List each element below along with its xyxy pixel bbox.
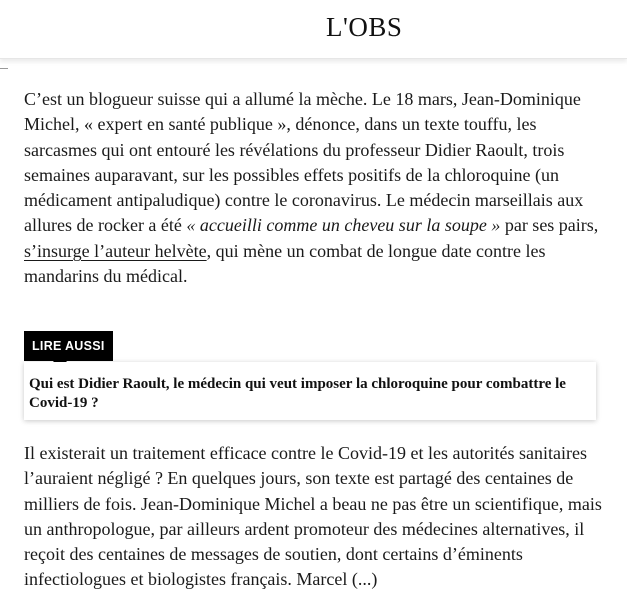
- paragraph-text: par ses pairs,: [500, 215, 599, 236]
- related-article-title[interactable]: Qui est Didier Raoult, le médecin qui veut imposer la chloroquine pour combattre le Covid-19 ?: [29, 376, 566, 411]
- site-logo[interactable]: L'OBS: [326, 12, 403, 42]
- article-paragraph-2: [24, 441, 604, 593]
- lire-aussi-badge: LIRE AUSSI: [24, 331, 113, 361]
- edge-marker: [0, 68, 8, 69]
- inline-link-source[interactable]: s’insurge l’auteur helvète: [24, 240, 207, 261]
- paragraph-text: Il existerait un traitement efficace contre le Covid-19 et les autorités sanitaires l’auraient négligé ? En quelques jours, son texte est partagé des centaines de milliers de fois. Jean-Dominique Michel a beau ne pas être un scientifique, mais un anthropologue, par ailleurs ardent promoteur des médecines alternatives, il reçoit des centaines de messages de soutien, dont certains d’éminents infectiologues et biologistes français. Marcel (...): [24, 443, 602, 590]
- paragraph-text: , qui mène un combat de longue date contre les mandarins du médical.: [24, 240, 546, 287]
- related-article-card[interactable]: [24, 362, 596, 420]
- quote-text: « accueilli comme un cheveu sur la soupe »: [186, 215, 501, 236]
- site-header: [0, 0, 627, 59]
- paragraph-text: C’est un blogueur suisse qui a allumé la mèche. Le 18 mars, Jean-Dominique Michel, « expert en santé publique », dénonce, dans un texte touffu, les sarcasmes qui ont entouré les révélations du professeur Didier Raoult, trois semaines auparavant, sur les possibles effets positifs de la chloroquine (un médicament antipaludique) contre le coronavirus. Le médecin marseillais aux allures de rocker a été: [24, 89, 584, 236]
- article-paragraph-1: [24, 87, 604, 289]
